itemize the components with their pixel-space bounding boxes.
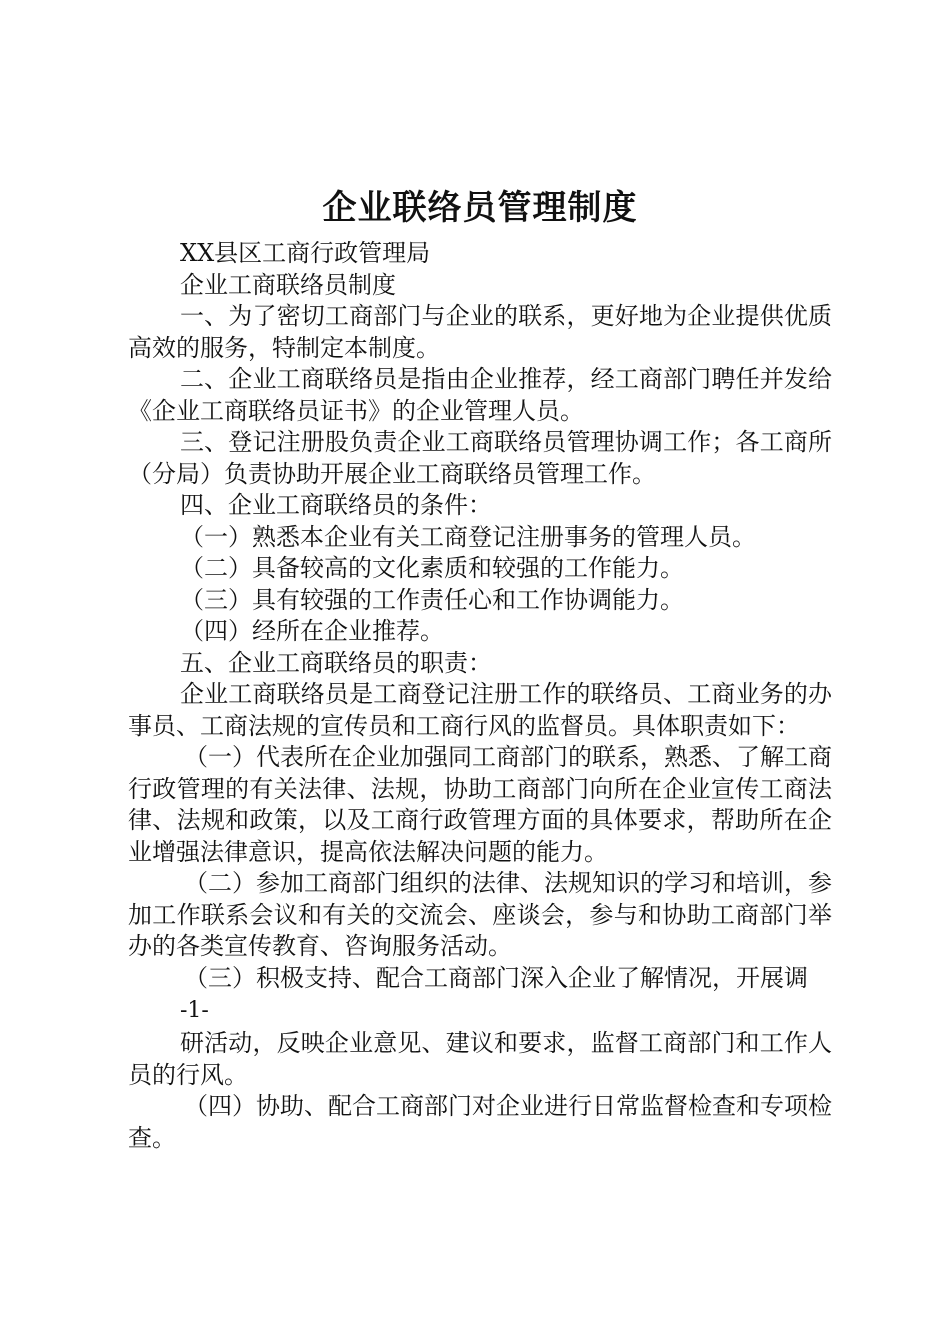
document-page <box>128 180 832 1154</box>
duty-item-1: （一）代表所在企业加强同工商部门的联系，熟悉、了解工商行政管理的有关法律、法规，协助工商部门向所在企业宣传工商法律、法规和政策，以及工商行政管理方面的具体要求，帮助所在企业增强法律意识，提高依法解决问题的能力。 <box>128 743 832 866</box>
duty-item-3: （三）积极支持、配合工商部门深入企业了解情况，开展调 <box>184 963 808 992</box>
subtitle-line: 企业工商联络员制度 <box>180 270 396 299</box>
duty-item-3-continued: 研活动，反映企业意见、建议和要求，监督工商部门和工作人员的行风。 <box>128 1029 832 1089</box>
paragraph-1: 一、为了密切工商部门与企业的联系，更好地为企业提供优质高效的服务，特制定本制度。 <box>128 302 832 362</box>
condition-item-1: （一）熟悉本企业有关工商登记注册事务的管理人员。 <box>180 522 756 551</box>
condition-item-2: （二）具备较高的文化素质和较强的工作能力。 <box>180 554 684 582</box>
condition-item-4: （四）经所在企业推荐。 <box>180 617 444 645</box>
page-number: -1- <box>180 998 209 1023</box>
document-title: 企业联络员管理制度 <box>322 188 638 228</box>
issuer-line: XX县区工商行政管理局 <box>180 239 431 267</box>
duty-item-4: （四）协助、配合工商部门对企业进行日常监督检查和专项检查。 <box>128 1092 832 1152</box>
paragraph-4: 四、企业工商联络员的条件： <box>180 491 492 519</box>
duties-intro: 企业工商联络员是工商登记注册工作的联络员、工商业务的办事员、工商法规的宣传员和工商行风的监督员。具体职责如下： <box>128 680 832 740</box>
paragraph-3: 三、登记注册股负责企业工商联络员管理协调工作；各工商所（分局）负责协助开展企业工商联络员管理工作。 <box>128 428 832 488</box>
condition-item-3: （三）具有较强的工作责任心和工作协调能力。 <box>180 585 684 614</box>
paragraph-5: 五、企业工商联络员的职责： <box>180 648 492 677</box>
paragraph-2: 二、企业工商联络员是指由企业推荐，经工商部门聘任并发给《企业工商联络员证书》的企业管理人员。 <box>128 365 832 425</box>
duty-item-2: （二）参加工商部门组织的法律、法规知识的学习和培训，参加工作联系会议和有关的交流会、座谈会，参与和协助工商部门举办的各类宣传教育、咨询服务活动。 <box>128 869 832 960</box>
